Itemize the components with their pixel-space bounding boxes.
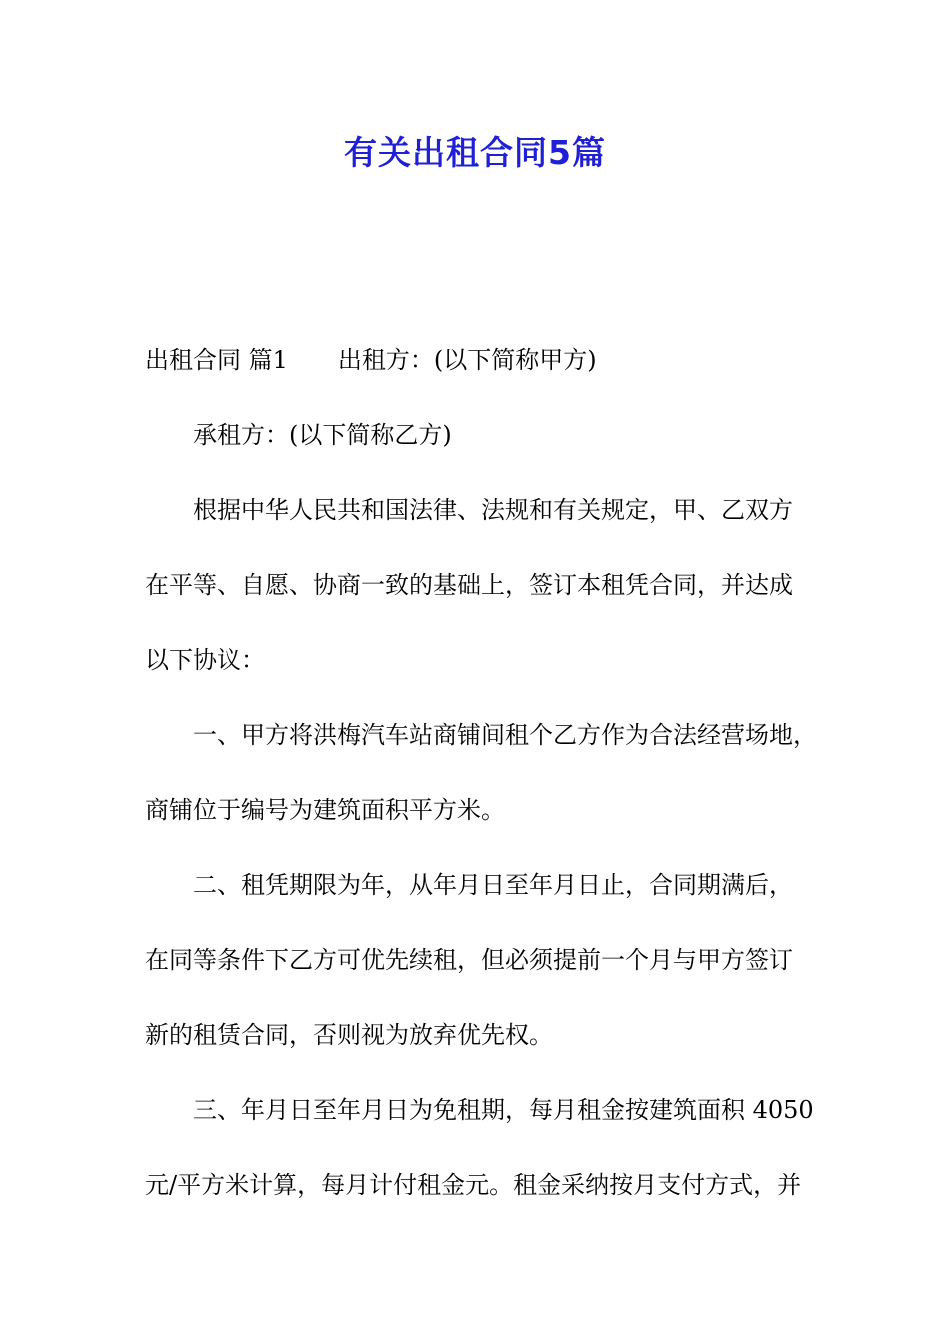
document-title: 有关出租合同5篇 — [344, 133, 606, 172]
body-line-1 — [145, 335, 835, 385]
body-line-10: 新的租赁合同，否则视为放弃优先权。 — [145, 1021, 553, 1049]
body-line-3: 根据中华人民共和国法律、法规和有关规定，甲、乙双方 — [193, 496, 793, 524]
lessor-label: 出租方：(以下简称甲方) — [337, 346, 597, 374]
body-line-8: 二、租凭期限为年，从年月日至年月日止，合同期满后， — [193, 871, 793, 899]
body-line-12: 元/平方米计算，每月计付租金元。租金采纳按月支付方式，并 — [145, 1171, 802, 1199]
body-line-4: 在平等、自愿、协商一致的基础上，签订本租凭合同，并达成 — [145, 571, 793, 599]
section-label: 出租合同 篇1 — [145, 346, 288, 374]
body-line-5: 以下协议： — [145, 646, 265, 674]
body-line-6: 一、甲方将洪梅汽车站商铺间租个乙方作为合法经营场地， — [193, 721, 817, 749]
body-line-2: 承租方：(以下简称乙方) — [193, 421, 452, 449]
document-body — [145, 335, 835, 1235]
body-line-11: 三、年月日至年月日为免租期，每月租金按建筑面积 4050 — [193, 1096, 814, 1124]
body-line-7: 商铺位于编号为建筑面积平方米。 — [145, 796, 505, 824]
body-line-9: 在同等条件下乙方可优先续租，但必须提前一个月与甲方签订 — [145, 946, 793, 974]
